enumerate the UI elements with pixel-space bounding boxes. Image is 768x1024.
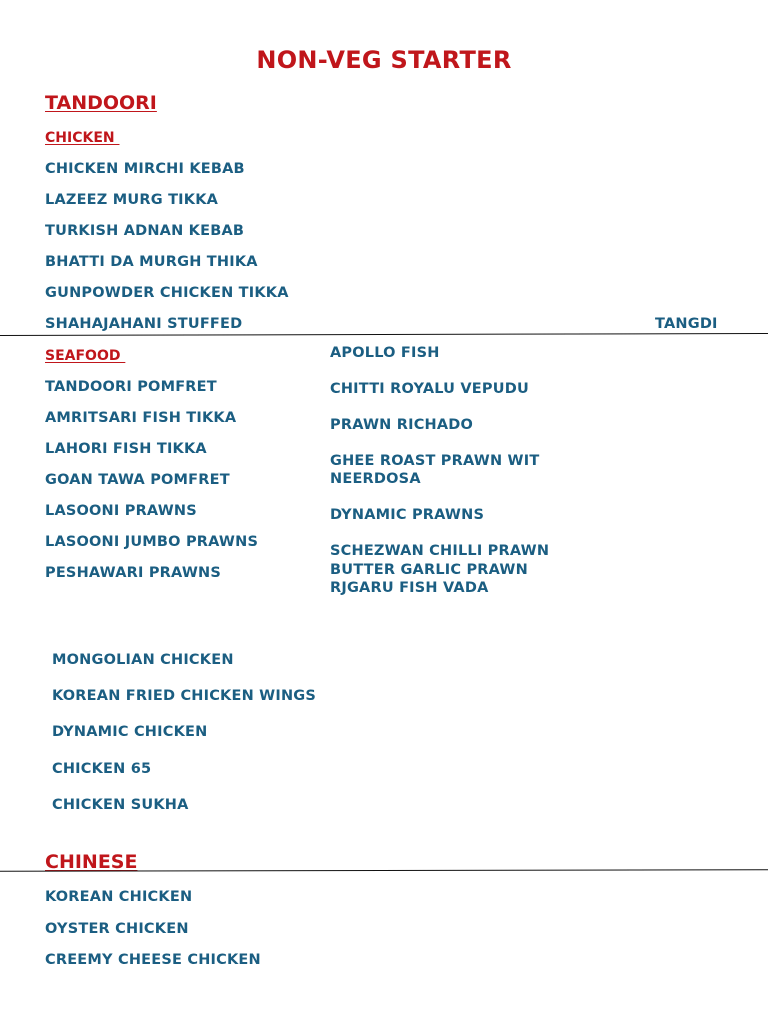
divider-bottom — [0, 869, 768, 872]
chicken-item: LAZEEZ MURG TIKKA — [45, 192, 219, 208]
chinese-item: OYSTER CHICKEN — [45, 921, 189, 937]
page-title: NON-VEG STARTER — [256, 46, 512, 74]
chicken-item: BHATTI DA MURGH THIKA — [45, 254, 258, 270]
right-column-item: APOLLO FISH — [330, 345, 440, 361]
right-column-item: GHEE ROAST PRAWN WIT — [330, 453, 540, 469]
right-column-item: NEERDOSA — [330, 471, 421, 487]
right-column-item: CHITTI ROYALU VEPUDU — [330, 381, 529, 397]
chicken-item: SHAHAJAHANI STUFFED — [45, 316, 243, 332]
chinese-item: KOREAN CHICKEN — [45, 889, 193, 905]
seafood-item: LASOONI JUMBO PRAWNS — [45, 534, 259, 550]
divider-top — [0, 333, 768, 336]
chicken-item: GUNPOWDER CHICKEN TIKKA — [45, 285, 289, 301]
menu-item: MONGOLIAN CHICKEN — [52, 652, 234, 668]
chicken-item: CHICKEN MIRCHI KEBAB — [45, 161, 245, 177]
menu-item: CHICKEN 65 — [52, 761, 152, 777]
seafood-item: PESHAWARI PRAWNS — [45, 565, 221, 581]
tangdi-item: TANGDI — [655, 316, 718, 332]
chinese-heading: CHINESE — [45, 851, 138, 873]
seafood-subheading: SEAFOOD — [45, 348, 126, 364]
right-column-item: DYNAMIC PRAWNS — [330, 507, 485, 523]
seafood-item: TANDOORI POMFRET — [45, 379, 217, 395]
right-column-item: RJGARU FISH VADA — [330, 580, 489, 596]
seafood-item: AMRITSARI FISH TIKKA — [45, 410, 237, 426]
right-column-item: PRAWN RICHADO — [330, 417, 474, 433]
chicken-subheading: CHICKEN — [45, 130, 120, 146]
tandoori-heading: TANDOORI — [45, 92, 157, 114]
menu-item: CHICKEN SUKHA — [52, 797, 189, 813]
right-column-item: SCHEZWAN CHILLI PRAWN — [330, 543, 550, 559]
menu-item: DYNAMIC CHICKEN — [52, 724, 208, 740]
seafood-item: LAHORI FISH TIKKA — [45, 441, 207, 457]
seafood-item: GOAN TAWA POMFRET — [45, 472, 230, 488]
right-column-item: BUTTER GARLIC PRAWN — [330, 562, 528, 578]
seafood-item: LASOONI PRAWNS — [45, 503, 197, 519]
menu-item: KOREAN FRIED CHICKEN WINGS — [52, 688, 317, 704]
chicken-item: TURKISH ADNAN KEBAB — [45, 223, 245, 239]
chinese-item: CREEMY CHEESE CHICKEN — [45, 952, 261, 968]
